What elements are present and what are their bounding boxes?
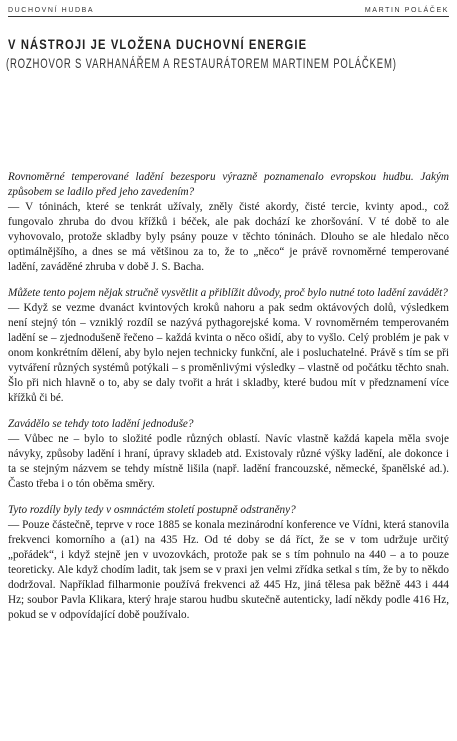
answer: — V tóninách, které se tenkrát užívaly, zněly čisté akordy, čisté tercie, kvinty apod., což fungovalo zhruba do dvou křížků i béček, ale pak dochází ke zhoršování. V té době to ale vyhovovalo, protože skladby byly psány pouze v těchto tóninách. Dlouho se ale hledalo něco optimálnějšího, a dnes se má většinou za to, že to „něco“ je právě rovnoměrné temperované ladění, zaváděné zhruba v době J. S. Bacha.	[8, 201, 449, 273]
answer: — Pouze částečně, teprve v roce 1885 se konala mezinárodní konference ve Vídni, která stanovila frekvenci komorního a (a1) na 435 Hz. Od té doby se dá říct, že se v tom udržuje určitý „pořádek“, i když stejně jen v uvozovkách, protože pak se s tím pohnulo na 440 – a to pouze teoreticky. Ale když chodím ladit, tak jsem se v praxi jen velmi zřídka setkal s tím, že by to někdo dodržoval. Například filharmonie používá frekvenci až 445 Hz, jiná tělesa pak běžně 443 i 444 Hz; soubor Pavla Klikara, který hraje starou hudbu skutečně autenticky, ladí někdy podle 416 Hz, pokud se v odpovídající době používalo.	[8, 519, 449, 621]
question: Rovnoměrné temperované ladění bezesporu výrazně poznamenalo evropskou hudbu. Jakým způsobem se ladilo před jeho zavedením?	[8, 171, 449, 198]
question: Můžete tento pojem nějak stručně vysvětlit a přiblížit důvody, proč bylo nutné toto ladění zavádět?	[8, 287, 448, 299]
question: Tyto rozdíly byly tedy v osmnáctém století postupně odstraněny?	[8, 504, 296, 516]
running-head-author: MARTIN POLÁČEK	[364, 7, 449, 14]
article-subtitle: (ROZHOVOR S VARHANÁŘEM A RESTAURÁTOREM MARTINEM POLÁČKEM)	[6, 55, 397, 71]
answer: — Vůbec ne – bylo to složité podle různých oblastí. Navíc vlastně každá kapela měla svoje návyky, způsoby ladění i hraní, úpravy skladeb atd. Existovaly různé výšky ladění, ale dokonce i ta se stejným názvem se tehdy místně lišila (např. ladění francouzské, německé, španělské ad.). Často třeba i o tón oběma směry.	[8, 433, 449, 490]
article-title: V NÁSTROJI JE VLOŽENA DUCHOVNÍ ENERGIE	[8, 36, 308, 52]
running-head	[8, 7, 449, 17]
interview-body	[8, 170, 449, 634]
qa-block	[8, 417, 449, 492]
qa-block	[8, 170, 449, 275]
running-head-section: DUCHOVNÍ HUDBA	[8, 7, 95, 14]
question: Zavádělo se tehdy toto ladění jednoduše?	[8, 418, 194, 430]
answer: — Když se vezme dvanáct kvintových kroků nahoru a pak sedm oktávových dolů, výsledkem není stejný tón – vzniklý rozdíl se nazývá pythagorejské koma. V rovnoměrném temperovaném ladění se – zjednodušeně řečeno – každá kvinta o něco ošidí, aby to vyšlo. Celý problém je pak v onom konkrétním dělení, aby bylo nejen technicky funkční, ale i posluchatelné. Právě s tím se při vytváření různých systémů potýkali – s proměnlivými výsledky – vlastně od počátku těchto snah. Šlo při nich hlavně o to, aby se daly tvořit a hrát i skladby, které budou mít v předznamení více křížků či bé.	[8, 302, 449, 404]
qa-block	[8, 286, 449, 406]
qa-block	[8, 503, 449, 623]
